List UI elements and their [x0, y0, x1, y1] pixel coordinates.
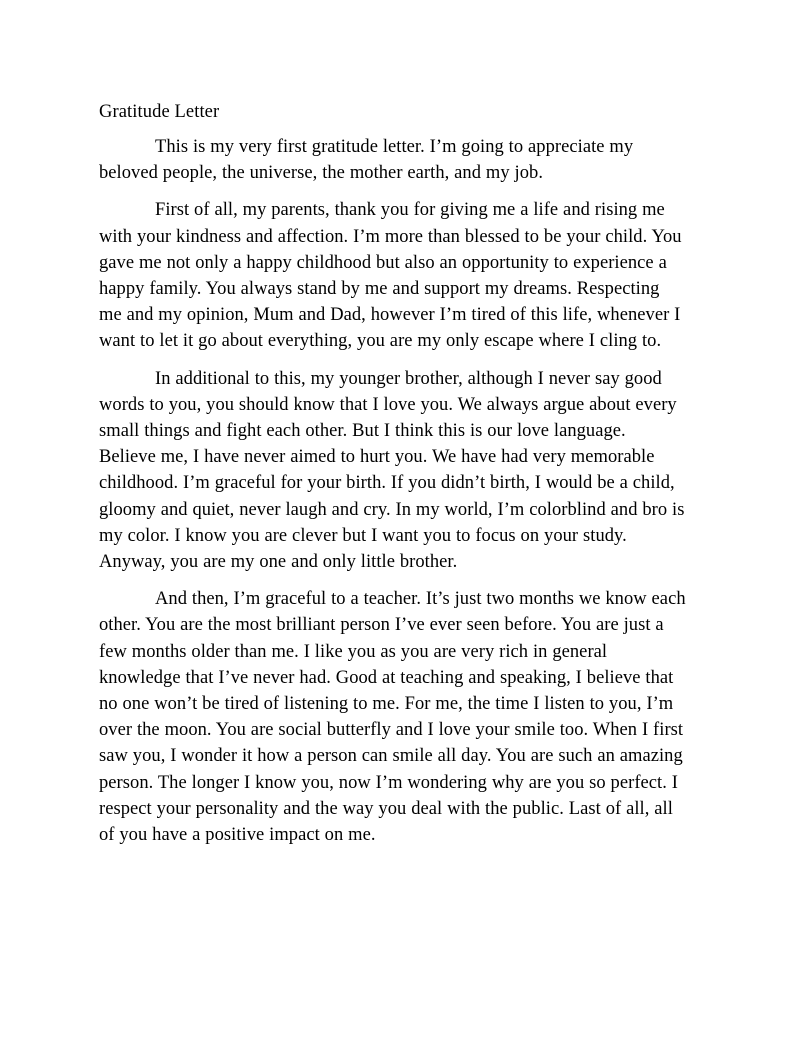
paragraph-intro: This is my very first gratitude letter. I’m going to appreciate my beloved people, the universe, the mother earth, and my job. — [99, 137, 634, 184]
paragraph-brother: In additional to this, my younger brother, although I never say good words to you, you should know that I love you. We always argue about every small things and fight each other. But I think this is our love language. Believe me, I have never aimed to hurt you. We have had very memorable childhood. I’m graceful for your birth. If you didn’t birth, I would be a child, gloomy and quiet, never laugh and cry. In my world, I’m colorblind and bro is my color. I know you are clever but I want you to focus on your study. Anyway, you are my one and only little brother. — [99, 368, 685, 573]
paragraph-parents: First of all, my parents, thank you for giving me a life and rising me with your kindness and affection. I’m more than blessed to be your child. You gave me not only a happy childhood but also an opportunity to experience a happy family. You always stand by me and support my dreams. Respecting me and my opinion, Mum and Dad, however I’m tired of this life, whenever I want to let it go about everything, you are my only escape where I cling to. — [99, 200, 682, 352]
document-body — [99, 99, 687, 848]
paragraph-teacher: And then, I’m graceful to a teacher. It’s just two months we know each other. You are the most brilliant person I’ve ever seen before. You are just a few months older than me. I like you as you are very rich in general knowledge that I’ve never had. Good at teaching and speaking, I believe that no one won’t be tired of listening to me. For me, the time I listen to you, I’m over the moon. You are social butterfly and I love your smile too. When I first saw you, I wonder it how a person can smile all day. You are such an amazing person. The longer I know you, now I’m wondering why are you so perfect. I respect your personality and the way you deal with the public. Last of all, all of you have a positive impact on me. — [99, 589, 686, 846]
page-title: Gratitude Letter — [99, 102, 220, 122]
